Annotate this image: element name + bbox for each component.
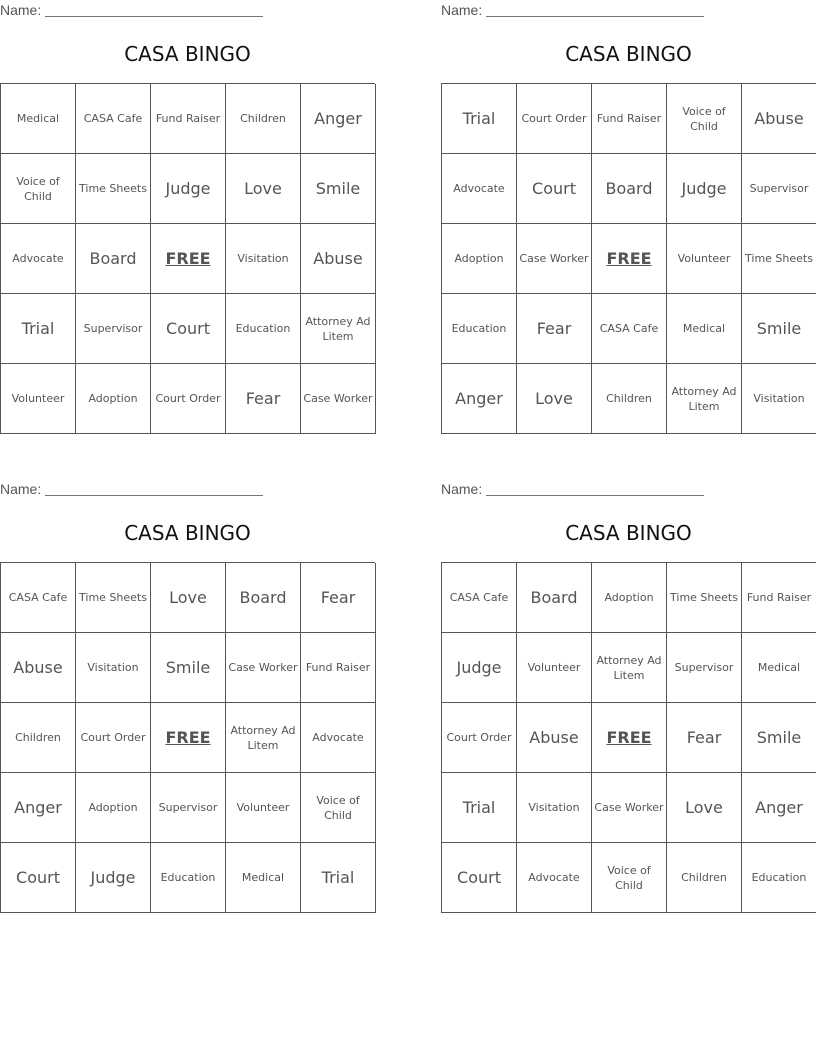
bingo-cell[interactable]: Advocate: [1, 224, 76, 294]
free-space[interactable]: FREE: [151, 703, 226, 773]
bingo-card-4: [441, 479, 816, 913]
name-blank-line: [45, 495, 263, 496]
name-field[interactable]: [0, 479, 270, 499]
bingo-grid: [0, 562, 375, 913]
bingo-cell[interactable]: Volunteer: [667, 224, 742, 294]
card-title: CASA BINGO: [124, 521, 251, 545]
bingo-cell[interactable]: Attorney Ad Litem: [667, 364, 742, 434]
bingo-cell[interactable]: Judge: [667, 154, 742, 224]
bingo-cell[interactable]: Anger: [742, 773, 816, 843]
bingo-cell[interactable]: Volunteer: [1, 364, 76, 434]
bingo-cell[interactable]: Advocate: [442, 154, 517, 224]
bingo-cell[interactable]: Voice of Child: [592, 843, 667, 913]
bingo-cell[interactable]: Adoption: [76, 773, 151, 843]
bingo-cell[interactable]: Court: [1, 843, 76, 913]
free-space[interactable]: FREE: [592, 224, 667, 294]
bingo-cell[interactable]: Fear: [226, 364, 301, 434]
bingo-cell[interactable]: Fund Raiser: [151, 84, 226, 154]
bingo-cell[interactable]: Supervisor: [667, 633, 742, 703]
bingo-cell[interactable]: Trial: [442, 84, 517, 154]
free-space[interactable]: FREE: [151, 224, 226, 294]
bingo-cell[interactable]: Visitation: [76, 633, 151, 703]
bingo-cell[interactable]: Love: [151, 563, 226, 633]
bingo-grid: [0, 83, 375, 434]
bingo-cell[interactable]: Judge: [442, 633, 517, 703]
bingo-cell[interactable]: Adoption: [442, 224, 517, 294]
bingo-cell[interactable]: Judge: [76, 843, 151, 913]
bingo-cell[interactable]: Volunteer: [517, 633, 592, 703]
bingo-cell[interactable]: Case Worker: [226, 633, 301, 703]
bingo-cell[interactable]: Medical: [1, 84, 76, 154]
bingo-cell[interactable]: Fear: [517, 294, 592, 364]
bingo-cell[interactable]: Court Order: [442, 703, 517, 773]
bingo-cell[interactable]: Voice of Child: [301, 773, 376, 843]
bingo-cell[interactable]: Time Sheets: [742, 224, 816, 294]
bingo-cell[interactable]: CASA Cafe: [1, 563, 76, 633]
bingo-cell[interactable]: Fear: [667, 703, 742, 773]
name-field[interactable]: [441, 479, 711, 499]
bingo-card-2: [441, 0, 816, 434]
bingo-cell[interactable]: Education: [442, 294, 517, 364]
bingo-cell[interactable]: Education: [226, 294, 301, 364]
bingo-cell[interactable]: Visitation: [226, 224, 301, 294]
name-field[interactable]: [0, 0, 270, 20]
bingo-cell[interactable]: Children: [226, 84, 301, 154]
bingo-cell[interactable]: Abuse: [1, 633, 76, 703]
bingo-cell[interactable]: Board: [592, 154, 667, 224]
bingo-cell[interactable]: Children: [667, 843, 742, 913]
bingo-cell[interactable]: Trial: [442, 773, 517, 843]
bingo-cell[interactable]: Court: [442, 843, 517, 913]
bingo-cell[interactable]: Education: [742, 843, 816, 913]
bingo-cell[interactable]: Abuse: [301, 224, 376, 294]
bingo-cell[interactable]: Supervisor: [151, 773, 226, 843]
name-blank-line: [486, 495, 704, 496]
bingo-cell[interactable]: Abuse: [517, 703, 592, 773]
bingo-cell[interactable]: Board: [517, 563, 592, 633]
bingo-cell[interactable]: Case Worker: [592, 773, 667, 843]
bingo-cell[interactable]: Advocate: [301, 703, 376, 773]
bingo-cell[interactable]: Supervisor: [742, 154, 816, 224]
bingo-cell[interactable]: Attorney Ad Litem: [301, 294, 376, 364]
bingo-cell[interactable]: Trial: [1, 294, 76, 364]
name-blank-line: [486, 16, 704, 17]
bingo-cell[interactable]: Attorney Ad Litem: [226, 703, 301, 773]
bingo-cell[interactable]: Court: [517, 154, 592, 224]
bingo-cell[interactable]: Court Order: [76, 703, 151, 773]
bingo-cell[interactable]: Court Order: [151, 364, 226, 434]
bingo-cell[interactable]: Voice of Child: [1, 154, 76, 224]
name-label: Name:: [441, 481, 483, 497]
bingo-cell[interactable]: Voice of Child: [667, 84, 742, 154]
free-space[interactable]: FREE: [592, 703, 667, 773]
bingo-cell[interactable]: Judge: [151, 154, 226, 224]
bingo-cell[interactable]: Medical: [742, 633, 816, 703]
name-label: Name:: [0, 481, 42, 497]
bingo-cell[interactable]: Supervisor: [76, 294, 151, 364]
bingo-cell[interactable]: Medical: [226, 843, 301, 913]
bingo-cell[interactable]: Fund Raiser: [592, 84, 667, 154]
bingo-cell[interactable]: Love: [667, 773, 742, 843]
bingo-cell[interactable]: Abuse: [742, 84, 816, 154]
bingo-cell[interactable]: CASA Cafe: [442, 563, 517, 633]
bingo-cell[interactable]: Fund Raiser: [742, 563, 816, 633]
bingo-cell[interactable]: Visitation: [742, 364, 816, 434]
bingo-cell[interactable]: Trial: [301, 843, 376, 913]
bingo-cell[interactable]: Attorney Ad Litem: [592, 633, 667, 703]
bingo-cell[interactable]: Court Order: [517, 84, 592, 154]
bingo-cell[interactable]: Anger: [1, 773, 76, 843]
bingo-grid: [441, 83, 816, 434]
bingo-cell[interactable]: Volunteer: [226, 773, 301, 843]
bingo-cell[interactable]: Fear: [301, 563, 376, 633]
bingo-cell[interactable]: Fund Raiser: [301, 633, 376, 703]
bingo-grid: [441, 562, 816, 913]
bingo-cell[interactable]: Case Worker: [517, 224, 592, 294]
bingo-card-3: [0, 479, 375, 913]
bingo-cell[interactable]: Smile: [742, 294, 816, 364]
name-label: Name:: [0, 2, 42, 18]
bingo-cell[interactable]: Children: [592, 364, 667, 434]
bingo-cell[interactable]: Board: [226, 563, 301, 633]
bingo-cell[interactable]: Education: [151, 843, 226, 913]
bingo-cell[interactable]: Time Sheets: [667, 563, 742, 633]
bingo-cell[interactable]: Love: [226, 154, 301, 224]
bingo-cell[interactable]: Love: [517, 364, 592, 434]
bingo-cell[interactable]: Visitation: [517, 773, 592, 843]
bingo-cell[interactable]: Children: [1, 703, 76, 773]
bingo-cell[interactable]: Smile: [301, 154, 376, 224]
bingo-cell[interactable]: Anger: [301, 84, 376, 154]
bingo-cell[interactable]: Adoption: [76, 364, 151, 434]
bingo-cell[interactable]: Advocate: [517, 843, 592, 913]
bingo-cell[interactable]: Time Sheets: [76, 154, 151, 224]
bingo-cell[interactable]: Medical: [667, 294, 742, 364]
bingo-cell[interactable]: CASA Cafe: [592, 294, 667, 364]
bingo-cell[interactable]: Smile: [742, 703, 816, 773]
card-title: CASA BINGO: [565, 42, 692, 66]
bingo-cell[interactable]: Adoption: [592, 563, 667, 633]
card-title: CASA BINGO: [124, 42, 251, 66]
bingo-cell[interactable]: Court: [151, 294, 226, 364]
bingo-cell[interactable]: Board: [76, 224, 151, 294]
name-label: Name:: [441, 2, 483, 18]
bingo-cell[interactable]: Case Worker: [301, 364, 376, 434]
name-field[interactable]: [441, 0, 711, 20]
bingo-cell[interactable]: Anger: [442, 364, 517, 434]
bingo-cell[interactable]: CASA Cafe: [76, 84, 151, 154]
bingo-card-1: [0, 0, 375, 434]
name-blank-line: [45, 16, 263, 17]
card-title: CASA BINGO: [565, 521, 692, 545]
bingo-cell[interactable]: Smile: [151, 633, 226, 703]
bingo-cell[interactable]: Time Sheets: [76, 563, 151, 633]
